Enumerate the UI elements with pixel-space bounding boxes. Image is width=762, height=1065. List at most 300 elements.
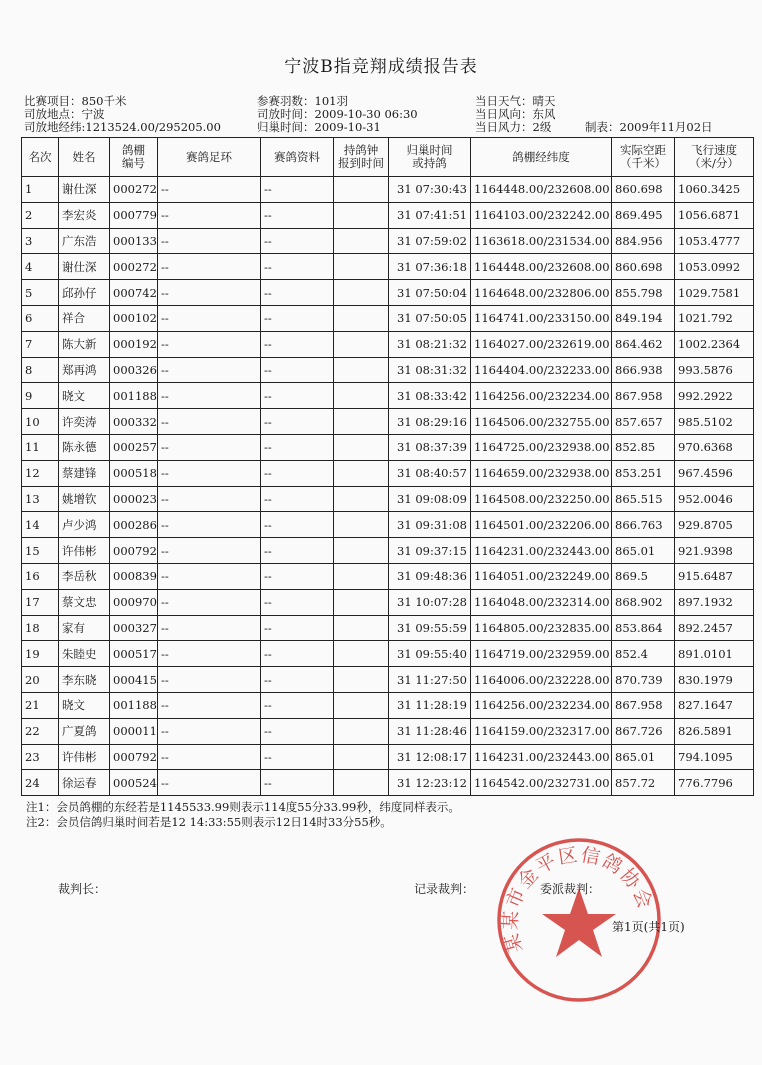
table-row [22,228,754,254]
table-row [22,357,754,383]
col-arrival-time-cell: 31 12:08:17 [389,744,471,770]
col-loft-id-cell: 000192 [110,331,158,357]
col-coords-cell: 1164659.00/232938.00 [471,460,612,486]
col-speed-cell: 929.8705 [675,512,754,538]
col-arrival-time-cell: 31 08:21:32 [389,331,471,357]
col-speed-cell: 1056.6871 [675,202,754,228]
col-name-cell: 朱睦史 [59,641,110,667]
col-name-cell: 陈永德 [59,434,110,460]
col-name-cell: 许伟彬 [59,744,110,770]
col-name-cell: 许奕涛 [59,409,110,435]
col-bird-info-cell: -- [261,305,334,331]
results-table [21,137,754,796]
col-speed-cell: 1021.792 [675,305,754,331]
table-row [22,434,754,460]
header-line: 鸽棚 [122,143,145,157]
col-ring-cell: -- [158,280,261,306]
col-loft-id-cell: 000518 [110,460,158,486]
col-bird-info-cell: -- [261,641,334,667]
col-bird-info-header [261,138,334,177]
col-coords-cell: 1164231.00/232443.00 [471,744,612,770]
col-bird-info-cell: -- [261,744,334,770]
col-clock-time-cell [334,538,389,564]
col-rank-cell: 4 [22,254,59,280]
col-coords-cell: 1164103.00/232242.00 [471,202,612,228]
col-speed-cell: 970.6368 [675,434,754,460]
col-rank-cell: 19 [22,641,59,667]
col-coords-cell: 1164648.00/232806.00 [471,280,612,306]
col-rank-cell: 21 [22,692,59,718]
header-line: 姓名 [72,149,96,164]
col-distance-header [612,138,675,177]
col-distance-cell: 866.938 [612,357,675,383]
col-loft-id-header [110,138,158,177]
col-ring-cell: -- [158,589,261,615]
col-bird-info-cell: -- [261,589,334,615]
col-ring-cell: -- [158,486,261,512]
col-ring-cell: -- [158,383,261,409]
col-speed-cell: 776.7796 [675,770,754,796]
col-ring-cell: -- [158,254,261,280]
col-speed-cell: 915.6487 [675,563,754,589]
col-arrival-time-cell: 31 08:37:39 [389,434,471,460]
col-speed-cell: 1053.4777 [675,228,754,254]
col-name-cell: 卢少鸿 [59,512,110,538]
col-arrival-time-cell: 31 07:50:04 [389,280,471,306]
col-ring-cell: -- [158,460,261,486]
col-rank-cell: 11 [22,434,59,460]
col-bird-info-cell: -- [261,383,334,409]
col-clock-time-cell [334,409,389,435]
col-bird-info-cell: -- [261,177,334,203]
col-loft-id-cell: 001188 [110,383,158,409]
col-distance-cell: 857.72 [612,770,675,796]
col-loft-id-cell: 000332 [110,409,158,435]
col-coords-cell: 1164542.00/232731.00 [471,770,612,796]
table-body [22,177,754,796]
col-bird-info-cell: -- [261,563,334,589]
note-2: 注2：会员信鸽归巢时间若是12 14:33:55则表示12日14时33分55秒。 [26,815,392,829]
weather: 当日天气：晴天 [475,94,556,108]
col-speed-cell: 830.1979 [675,667,754,693]
col-coords-cell: 1164448.00/232608.00 [471,177,612,203]
col-arrival-time-cell: 31 09:37:15 [389,538,471,564]
col-distance-cell: 852.4 [612,641,675,667]
col-loft-id-cell: 000517 [110,641,158,667]
col-coords-cell: 1163618.00/231534.00 [471,228,612,254]
col-clock-time-cell [334,460,389,486]
col-speed-cell: 952.0046 [675,486,754,512]
header-line: 或持鸽 [412,156,447,170]
note-1: 注1：会员鸽棚的东经若是1145533.99则表示114度55分33.99秒，纬度同样表示。 [26,800,460,814]
col-bird-info-cell: -- [261,486,334,512]
col-loft-id-cell: 000011 [110,718,158,744]
col-speed-cell: 826.5891 [675,718,754,744]
col-arrival-time-cell: 31 07:59:02 [389,228,471,254]
col-clock-time-cell [334,486,389,512]
table-row [22,254,754,280]
table-row [22,667,754,693]
header-line: 编号 [122,156,145,170]
col-name-header [59,138,110,177]
col-ring-cell: -- [158,331,261,357]
col-arrival-time-cell: 31 07:41:51 [389,202,471,228]
col-ring-cell: -- [158,202,261,228]
col-speed-cell: 891.0101 [675,641,754,667]
col-clock-time-cell [334,228,389,254]
col-name-cell: 晓文 [59,692,110,718]
col-arrival-time-cell: 31 11:28:19 [389,692,471,718]
table-row [22,202,754,228]
meta-left [24,95,221,134]
col-rank-cell: 3 [22,228,59,254]
table-row [22,589,754,615]
col-name-cell: 广夏鸽 [59,718,110,744]
header-line: 赛鸽资料 [274,149,320,164]
col-bird-info-cell: -- [261,692,334,718]
col-loft-id-cell: 001188 [110,692,158,718]
col-rank-cell: 15 [22,538,59,564]
col-rank-cell: 18 [22,615,59,641]
col-name-cell: 徐运春 [59,770,110,796]
header-line: 鸽棚经纬度 [512,149,570,164]
table-row [22,409,754,435]
col-coords-cell: 1164006.00/232228.00 [471,667,612,693]
col-distance-cell: 849.194 [612,305,675,331]
col-ring-cell: -- [158,718,261,744]
col-speed-cell: 794.1095 [675,744,754,770]
col-rank-cell: 16 [22,563,59,589]
col-loft-id-cell: 000133 [110,228,158,254]
col-bird-info-cell: -- [261,228,334,254]
table-row [22,305,754,331]
col-name-cell: 广东浩 [59,228,110,254]
table-row [22,563,754,589]
recorder-label: 记录裁判： [414,882,475,896]
col-ring-cell: -- [158,409,261,435]
col-distance-cell: 853.864 [612,615,675,641]
table-row [22,744,754,770]
table-row [22,641,754,667]
col-distance-cell: 865.01 [612,538,675,564]
table-header-row [22,138,754,177]
col-speed-cell: 1002.2364 [675,331,754,357]
table-row [22,331,754,357]
col-speed-cell: 827.1647 [675,692,754,718]
col-coords-cell: 1164051.00/232249.00 [471,563,612,589]
col-arrival-time-cell: 31 07:36:18 [389,254,471,280]
col-bird-info-cell: -- [261,280,334,306]
col-arrival-time-cell: 31 09:31:08 [389,512,471,538]
col-rank-cell: 14 [22,512,59,538]
col-bird-info-cell: -- [261,460,334,486]
col-name-cell: 家有 [59,615,110,641]
col-speed-cell: 921.9398 [675,538,754,564]
header-line: （米/分） [689,156,739,170]
col-clock-time-cell [334,589,389,615]
col-speed-cell: 967.4596 [675,460,754,486]
col-ring-header [158,138,261,177]
table-row [22,177,754,203]
col-rank-header [22,138,59,177]
col-distance-cell: 870.739 [612,667,675,693]
col-loft-id-cell: 000327 [110,615,158,641]
col-rank-cell: 22 [22,718,59,744]
col-coords-cell: 1164506.00/232755.00 [471,409,612,435]
col-distance-cell: 864.462 [612,331,675,357]
col-ring-cell: -- [158,538,261,564]
col-distance-cell: 866.763 [612,512,675,538]
meta-right [475,95,556,134]
col-loft-id-cell: 000272 [110,254,158,280]
col-bird-info-cell: -- [261,718,334,744]
header-line: 实际空距 [620,143,666,157]
col-clock-time-cell [334,718,389,744]
col-rank-cell: 12 [22,460,59,486]
col-name-cell: 晓文 [59,383,110,409]
wind-direction: 当日风向：东风 [475,107,556,121]
col-ring-cell: -- [158,228,261,254]
col-arrival-time-cell: 31 12:23:12 [389,770,471,796]
col-clock-time-cell [334,254,389,280]
col-coords-cell: 1164725.00/232938.00 [471,434,612,460]
col-loft-id-cell: 000839 [110,563,158,589]
col-bird-info-cell: -- [261,538,334,564]
col-coords-cell: 1164508.00/232250.00 [471,486,612,512]
seal-text: 某某市金平区信鸽协会 [499,843,657,956]
header-line: 名次 [28,149,52,164]
col-coords-cell: 1164159.00/232317.00 [471,718,612,744]
col-arrival-time-cell: 31 08:31:32 [389,357,471,383]
col-arrival-time-cell: 31 08:33:42 [389,383,471,409]
col-coords-cell: 1164741.00/233150.00 [471,305,612,331]
col-ring-cell: -- [158,770,261,796]
col-clock-time-cell [334,280,389,306]
col-rank-cell: 17 [22,589,59,615]
col-rank-cell: 1 [22,177,59,203]
col-speed-cell: 992.2922 [675,383,754,409]
col-speed-cell: 1053.0992 [675,254,754,280]
col-name-cell: 祥合 [59,305,110,331]
table-row [22,383,754,409]
col-bird-info-cell: -- [261,615,334,641]
race-item: 比赛项目：850千米 [24,94,127,108]
col-arrival-time-cell: 31 09:55:59 [389,615,471,641]
col-distance-cell: 865.515 [612,486,675,512]
col-ring-cell: -- [158,512,261,538]
report-title: 宁波B指竞翔成绩报告表 [284,57,478,77]
chief-judge-label: 裁判长： [58,882,107,896]
col-ring-cell: -- [158,434,261,460]
meta-middle [257,95,418,134]
col-bird-info-cell: -- [261,434,334,460]
col-loft-id-cell: 000970 [110,589,158,615]
col-arrival-time-cell: 31 07:50:05 [389,305,471,331]
col-name-cell: 谢仕深 [59,177,110,203]
col-speed-header [675,138,754,177]
col-clock-time-cell [334,641,389,667]
table-row [22,460,754,486]
col-clock-time-cell [334,563,389,589]
col-arrival-time-cell: 31 08:29:16 [389,409,471,435]
col-ring-cell: -- [158,667,261,693]
col-arrival-time-cell: 31 09:55:40 [389,641,471,667]
col-coords-cell: 1164501.00/232206.00 [471,512,612,538]
col-ring-cell: -- [158,357,261,383]
return-time: 归巢时间：2009-10-31 [257,120,381,134]
col-distance-cell: 855.798 [612,280,675,306]
col-ring-cell: -- [158,615,261,641]
col-name-cell: 蔡建锋 [59,460,110,486]
col-rank-cell: 13 [22,486,59,512]
col-loft-id-cell: 000792 [110,538,158,564]
col-loft-id-cell: 000415 [110,667,158,693]
table-row [22,615,754,641]
col-clock-time-cell [334,434,389,460]
col-name-cell: 谢仕深 [59,254,110,280]
col-name-cell: 李宏炎 [59,202,110,228]
col-name-cell: 蔡文忠 [59,589,110,615]
col-ring-cell: -- [158,692,261,718]
col-bird-info-cell: -- [261,512,334,538]
col-arrival-time-cell: 31 11:27:50 [389,667,471,693]
col-loft-id-cell: 000742 [110,280,158,306]
col-loft-id-cell: 000779 [110,202,158,228]
col-ring-cell: -- [158,744,261,770]
col-speed-cell: 1029.7581 [675,280,754,306]
col-distance-cell: 867.958 [612,692,675,718]
col-bird-info-cell: -- [261,667,334,693]
table-row [22,280,754,306]
col-distance-cell: 853.251 [612,460,675,486]
page-number: 第1页(共1页) [612,920,685,934]
col-clock-time-cell [334,692,389,718]
col-name-cell: 邱孙仔 [59,280,110,306]
col-name-cell: 李岳秋 [59,563,110,589]
col-coords-cell: 1164448.00/232608.00 [471,254,612,280]
col-speed-cell: 897.1932 [675,589,754,615]
col-bird-info-cell: -- [261,331,334,357]
bird-count: 参赛羽数：101羽 [257,94,348,108]
col-coords-cell: 1164231.00/232443.00 [471,538,612,564]
made-date: 制表：2009年11月02日 [585,120,713,134]
col-rank-cell: 2 [22,202,59,228]
col-clock-time-cell [334,744,389,770]
col-arrival-time-cell: 31 10:07:28 [389,589,471,615]
wind-force: 当日风力：2级 [475,120,552,134]
col-bird-info-cell: -- [261,770,334,796]
col-ring-cell: -- [158,641,261,667]
col-distance-cell: 869.495 [612,202,675,228]
header-line: 飞行速度 [691,143,737,157]
table-row [22,486,754,512]
col-clock-time-cell [334,615,389,641]
col-name-cell: 郑再鸿 [59,357,110,383]
table-row [22,512,754,538]
col-clock-time-cell [334,383,389,409]
col-clock-time-cell [334,331,389,357]
header-line: 持鸽钟 [343,143,379,157]
col-ring-cell: -- [158,177,261,203]
col-loft-id-cell: 000524 [110,770,158,796]
col-arrival-time-cell: 31 07:30:43 [389,177,471,203]
col-clock-time-header [334,138,389,177]
col-arrival-time-cell: 31 08:40:57 [389,460,471,486]
col-coords-cell: 1164404.00/232233.00 [471,357,612,383]
col-clock-time-cell [334,305,389,331]
col-arrival-time-cell: 31 09:48:36 [389,563,471,589]
table-row [22,692,754,718]
col-distance-cell: 868.902 [612,589,675,615]
col-coords-header [471,138,612,177]
col-distance-cell: 884.956 [612,228,675,254]
col-bird-info-cell: -- [261,357,334,383]
col-distance-cell: 860.698 [612,254,675,280]
delegate-label: 委派裁判： [540,882,601,896]
col-speed-cell: 1060.3425 [675,177,754,203]
col-ring-cell: -- [158,305,261,331]
col-bird-info-cell: -- [261,409,334,435]
col-coords-cell: 1164048.00/232314.00 [471,589,612,615]
col-clock-time-cell [334,512,389,538]
col-rank-cell: 23 [22,744,59,770]
col-speed-cell: 985.5102 [675,409,754,435]
col-name-cell: 许伟彬 [59,538,110,564]
table-row [22,770,754,796]
col-loft-id-cell: 000326 [110,357,158,383]
col-distance-cell: 869.5 [612,563,675,589]
col-bird-info-cell: -- [261,202,334,228]
col-rank-cell: 5 [22,280,59,306]
col-distance-cell: 867.958 [612,383,675,409]
col-clock-time-cell [334,177,389,203]
col-clock-time-cell [334,202,389,228]
col-loft-id-cell: 000102 [110,305,158,331]
col-rank-cell: 9 [22,383,59,409]
col-distance-cell: 860.698 [612,177,675,203]
col-name-cell: 李东晓 [59,667,110,693]
col-rank-cell: 8 [22,357,59,383]
col-arrival-time-header [389,138,471,177]
col-name-cell: 陈大新 [59,331,110,357]
col-distance-cell: 857.657 [612,409,675,435]
col-coords-cell: 1164256.00/232234.00 [471,383,612,409]
col-clock-time-cell [334,357,389,383]
col-coords-cell: 1164719.00/232959.00 [471,641,612,667]
seal-star-icon [542,888,616,957]
col-name-cell: 姚增钦 [59,486,110,512]
col-distance-cell: 865.01 [612,744,675,770]
col-rank-cell: 6 [22,305,59,331]
col-rank-cell: 24 [22,770,59,796]
table-row [22,538,754,564]
col-loft-id-cell: 000257 [110,434,158,460]
col-ring-cell: -- [158,563,261,589]
col-rank-cell: 7 [22,331,59,357]
table-row [22,718,754,744]
release-time: 司放时间：2009-10-30 06:30 [257,107,418,121]
col-distance-cell: 852.85 [612,434,675,460]
col-speed-cell: 892.2457 [675,615,754,641]
col-speed-cell: 993.5876 [675,357,754,383]
col-coords-cell: 1164027.00/232619.00 [471,331,612,357]
header-line: 赛鸽足环 [186,149,232,164]
notes [26,800,460,830]
col-arrival-time-cell: 31 09:08:09 [389,486,471,512]
col-rank-cell: 20 [22,667,59,693]
col-bird-info-cell: -- [261,254,334,280]
col-rank-cell: 10 [22,409,59,435]
